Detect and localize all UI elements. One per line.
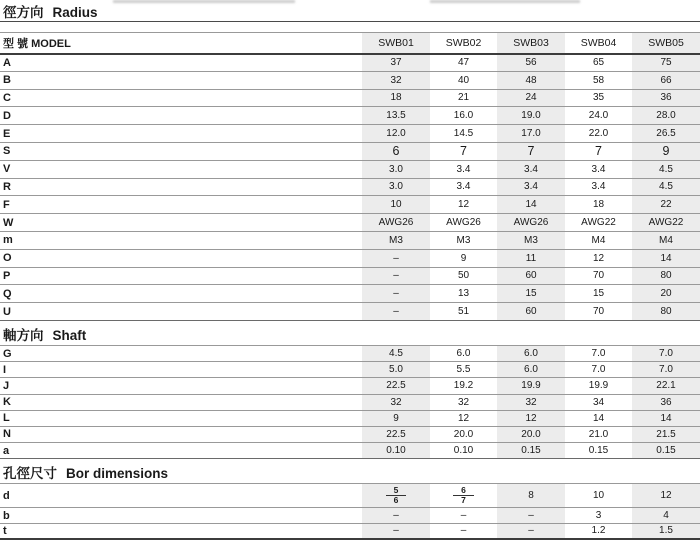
cell-value: 12	[430, 196, 497, 214]
cell-value: AWG22	[565, 214, 632, 232]
cell-value: 0.15	[632, 443, 700, 459]
cell-value: 0.10	[430, 443, 497, 459]
row-label: a	[0, 443, 362, 459]
cell-value: 0.15	[497, 443, 565, 459]
row-label: t	[0, 523, 362, 539]
table-row	[0, 410, 700, 426]
cell-value: 14	[497, 196, 565, 214]
cell-value: 56	[497, 54, 565, 72]
bor-table	[0, 483, 700, 540]
row-label: V	[0, 160, 362, 178]
cell-value: 32	[362, 71, 430, 89]
table-row	[0, 71, 700, 89]
cell-value: 66	[632, 71, 700, 89]
table-row	[0, 345, 700, 361]
cell-value: 7.0	[632, 362, 700, 378]
cell-value: 65	[565, 54, 632, 72]
row-label: D	[0, 107, 362, 125]
section-title-shaft	[0, 326, 700, 345]
cell-value: 20.0	[497, 426, 565, 442]
cell-value: 5.0	[362, 362, 430, 378]
cell-value: 7.0	[565, 345, 632, 361]
cell-value: 22.5	[362, 426, 430, 442]
cell-value: AWG26	[497, 214, 565, 232]
row-label: U	[0, 303, 362, 321]
cell-value: M4	[632, 231, 700, 249]
table-row	[0, 214, 700, 232]
cell-value: 0.15	[565, 443, 632, 459]
table-row	[0, 285, 700, 303]
cell-value: 7	[497, 142, 565, 160]
table-row	[0, 54, 700, 72]
cell-value: 48	[497, 71, 565, 89]
table-header-row	[0, 33, 700, 54]
cell-value: –	[362, 285, 430, 303]
row-label: O	[0, 249, 362, 267]
row-label: d	[0, 484, 362, 508]
column-header-swb01: SWB01	[362, 33, 430, 54]
cell-value: 32	[497, 394, 565, 410]
table-row	[0, 362, 700, 378]
cell-value: M4	[565, 231, 632, 249]
cell-value: 80	[632, 267, 700, 285]
cell-value: 22.1	[632, 378, 700, 394]
cell-value: –	[497, 523, 565, 539]
cell-value: 3.4	[497, 160, 565, 178]
cell-value	[430, 484, 497, 508]
table-row	[0, 378, 700, 394]
cell-value: AWG26	[430, 214, 497, 232]
row-label: N	[0, 426, 362, 442]
cell-value: 32	[430, 394, 497, 410]
model-header-label: 型 號 MODEL	[0, 33, 362, 54]
shaft-table	[0, 345, 700, 459]
row-label: W	[0, 214, 362, 232]
row-label: I	[0, 362, 362, 378]
cell-value: 13.5	[362, 107, 430, 125]
table-row	[0, 160, 700, 178]
shaft-table-body	[0, 345, 700, 458]
cell-value: 26.5	[632, 125, 700, 143]
cell-value: 14	[632, 249, 700, 267]
cell-value: M3	[430, 231, 497, 249]
cut-off-text-fragment	[113, 0, 295, 3]
row-label: S	[0, 142, 362, 160]
cell-value: 70	[565, 267, 632, 285]
column-header-swb02: SWB02	[430, 33, 497, 54]
cell-value: 13	[430, 285, 497, 303]
cell-value: –	[362, 523, 430, 539]
cell-value: 19.0	[497, 107, 565, 125]
cell-value: 18	[362, 89, 430, 107]
cut-off-text-fragment	[430, 0, 580, 3]
row-label: B	[0, 71, 362, 89]
cell-value: 3.4	[497, 178, 565, 196]
section-title-shaft-zh: 軸方向	[3, 327, 44, 343]
cell-value: 17.0	[497, 125, 565, 143]
section-title-radius	[0, 0, 700, 22]
table-row	[0, 394, 700, 410]
section-title-bor-zh: 孔徑尺寸	[3, 466, 57, 482]
cell-value: 3.0	[362, 160, 430, 178]
cell-value: 60	[497, 267, 565, 285]
cell-value: 80	[632, 303, 700, 321]
row-label: G	[0, 345, 362, 361]
cell-value: –	[497, 508, 565, 524]
cell-value: –	[362, 303, 430, 321]
table-row	[0, 508, 700, 524]
row-label: A	[0, 54, 362, 72]
cell-value: 21.5	[632, 426, 700, 442]
column-header-swb03: SWB03	[497, 33, 565, 54]
table-row	[0, 426, 700, 442]
cell-value: 3.0	[362, 178, 430, 196]
cell-value: 12.0	[362, 125, 430, 143]
cell-value: 7	[565, 142, 632, 160]
cell-value: 22.5	[362, 378, 430, 394]
table-row	[0, 89, 700, 107]
cell-value: 18	[565, 196, 632, 214]
cell-value: 35	[565, 89, 632, 107]
table-row	[0, 125, 700, 143]
cell-value: 24	[497, 89, 565, 107]
cell-value: 3.4	[430, 178, 497, 196]
radius-table-body	[0, 54, 700, 321]
cell-value: 3	[565, 508, 632, 524]
cell-value: 16.0	[430, 107, 497, 125]
cell-value: 14	[565, 410, 632, 426]
cell-value: 6.0	[497, 345, 565, 361]
cell-value: 14.5	[430, 125, 497, 143]
cell-value: 12	[565, 249, 632, 267]
cell-value: 9	[632, 142, 700, 160]
cell-value: M3	[497, 231, 565, 249]
cell-value: 70	[565, 303, 632, 321]
cell-value: 10	[362, 196, 430, 214]
cell-value: 19.9	[497, 378, 565, 394]
cell-value: 9	[362, 410, 430, 426]
cell-value: 21.0	[565, 426, 632, 442]
cell-value: 4.5	[362, 345, 430, 361]
cell-value: 1.2	[565, 523, 632, 539]
section-title-radius-en: Radius	[52, 5, 98, 20]
table-row	[0, 303, 700, 321]
cell-value: M3	[362, 231, 430, 249]
cell-value: 22.0	[565, 125, 632, 143]
row-label: m	[0, 231, 362, 249]
cell-value: AWG22	[632, 214, 700, 232]
cell-value: 0.10	[362, 443, 430, 459]
cell-value: 32	[362, 394, 430, 410]
cell-value: 6	[362, 142, 430, 160]
table-row	[0, 142, 700, 160]
cell-value: 1.5	[632, 523, 700, 539]
row-label: P	[0, 267, 362, 285]
cell-value: 36	[632, 89, 700, 107]
cell-value: 12	[497, 410, 565, 426]
cell-value: 12	[632, 484, 700, 508]
cell-value: 6.0	[497, 362, 565, 378]
cell-value: 4.5	[632, 178, 700, 196]
cell-value: 75	[632, 54, 700, 72]
cell-value: –	[362, 508, 430, 524]
table-row	[0, 107, 700, 125]
cell-value: 15	[565, 285, 632, 303]
row-label: K	[0, 394, 362, 410]
cell-value: 3.4	[565, 178, 632, 196]
row-label: F	[0, 196, 362, 214]
cell-value: 5.5	[430, 362, 497, 378]
cell-value: 20	[632, 285, 700, 303]
cell-value: –	[430, 523, 497, 539]
table-row	[0, 484, 700, 508]
cell-value: 40	[430, 71, 497, 89]
cell-value: 58	[565, 71, 632, 89]
fraction-value: $\frac{5}{6}$	[386, 486, 407, 507]
cell-value: 28.0	[632, 107, 700, 125]
cell-value: 47	[430, 54, 497, 72]
cell-value: 50	[430, 267, 497, 285]
table-row	[0, 443, 700, 459]
cell-value: 21	[430, 89, 497, 107]
section-title-bor	[0, 464, 700, 483]
cell-value: 3.4	[430, 160, 497, 178]
row-label: Q	[0, 285, 362, 303]
cell-value: 60	[497, 303, 565, 321]
cell-value: 34	[565, 394, 632, 410]
cell-value: 11	[497, 249, 565, 267]
bor-table-body	[0, 484, 700, 539]
cell-value: 3.4	[565, 160, 632, 178]
cell-value: 51	[430, 303, 497, 321]
row-label: R	[0, 178, 362, 196]
cell-value: 14	[632, 410, 700, 426]
cell-value: 8	[497, 484, 565, 508]
table-row	[0, 196, 700, 214]
cell-value: 4	[632, 508, 700, 524]
cell-value: 19.2	[430, 378, 497, 394]
cell-value: 36	[632, 394, 700, 410]
cell-value: 12	[430, 410, 497, 426]
table-row	[0, 267, 700, 285]
table-row	[0, 249, 700, 267]
row-label: C	[0, 89, 362, 107]
cell-value: 7.0	[632, 345, 700, 361]
cell-value: 9	[430, 249, 497, 267]
cell-value: 37	[362, 54, 430, 72]
cell-value: 15	[497, 285, 565, 303]
cell-value: 10	[565, 484, 632, 508]
row-label: L	[0, 410, 362, 426]
fraction-value: $\frac{6}{7}$	[453, 486, 474, 507]
cell-value: 6.0	[430, 345, 497, 361]
cell-value: AWG26	[362, 214, 430, 232]
column-header-swb04: SWB04	[565, 33, 632, 54]
row-label: J	[0, 378, 362, 394]
table-row	[0, 523, 700, 539]
row-label: b	[0, 508, 362, 524]
cell-value: –	[430, 508, 497, 524]
column-header-swb05: SWB05	[632, 33, 700, 54]
row-label: E	[0, 125, 362, 143]
table-row	[0, 178, 700, 196]
cell-value: 22	[632, 196, 700, 214]
cell-value: –	[362, 267, 430, 285]
cell-value	[362, 484, 430, 508]
cell-value: 20.0	[430, 426, 497, 442]
section-title-bor-en: Bor dimensions	[66, 466, 169, 482]
cell-value: 7.0	[565, 362, 632, 378]
radius-table	[0, 32, 700, 321]
table-row	[0, 231, 700, 249]
cell-value: –	[362, 249, 430, 267]
section-title-radius-zh: 徑方向	[3, 5, 44, 20]
section-title-shaft-en: Shaft	[52, 327, 87, 343]
cell-value: 7	[430, 142, 497, 160]
cell-value: 4.5	[632, 160, 700, 178]
cell-value: 24.0	[565, 107, 632, 125]
cell-value: 19.9	[565, 378, 632, 394]
